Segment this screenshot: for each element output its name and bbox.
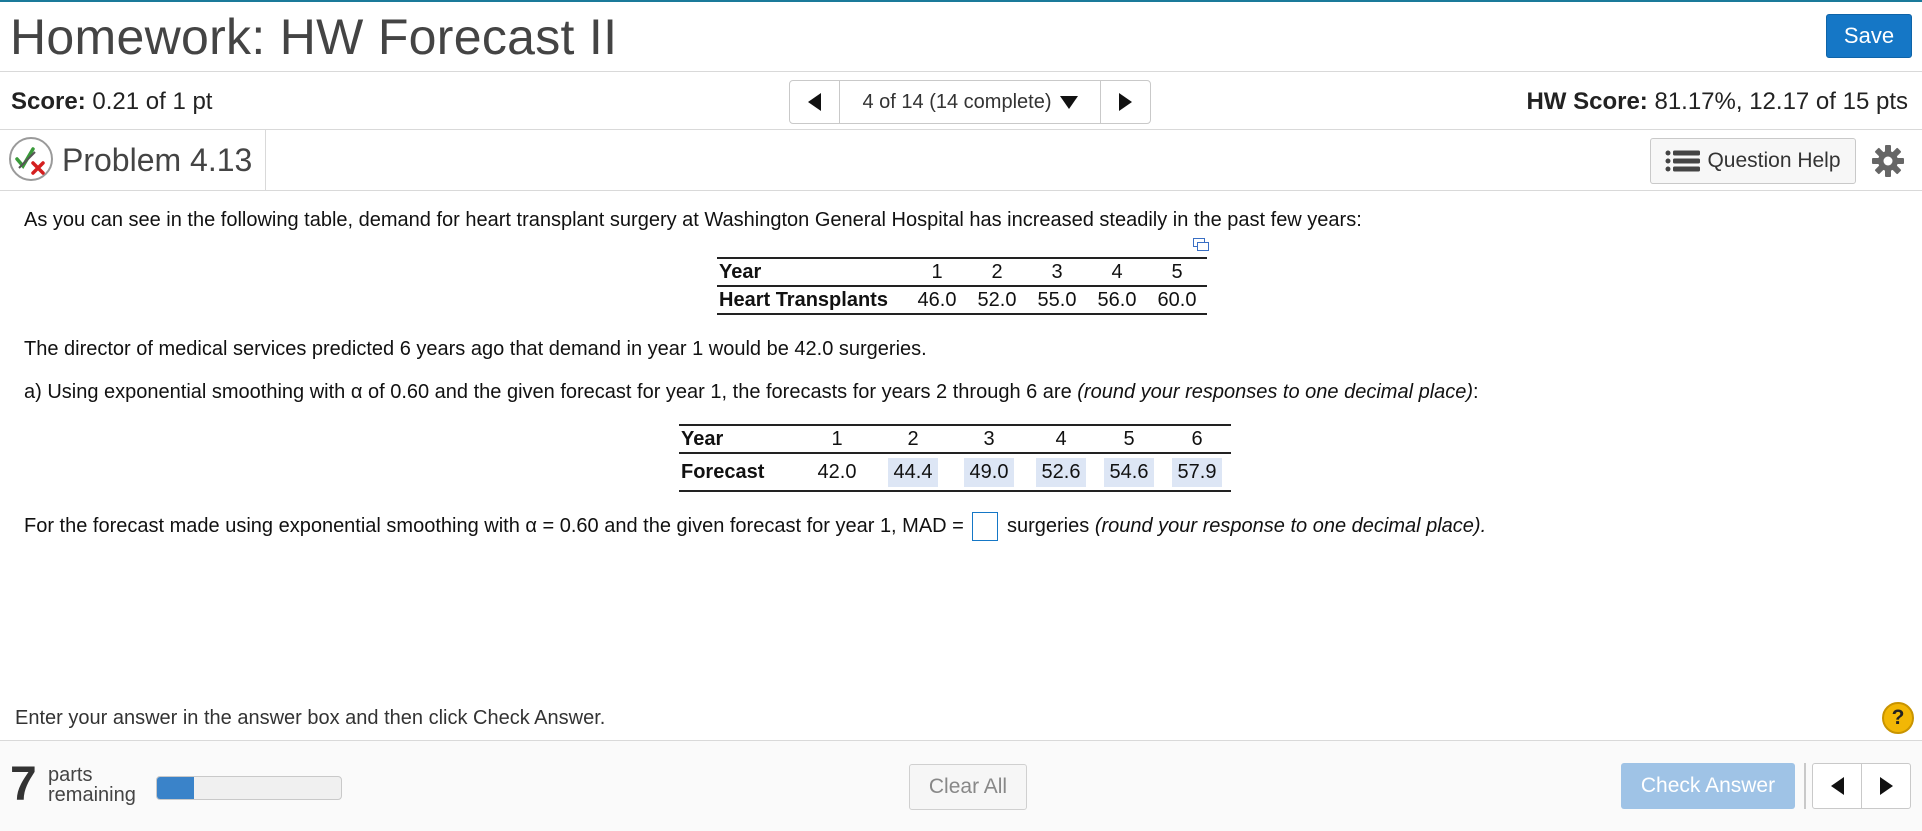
transplant-cell: 52.0 bbox=[977, 288, 1017, 311]
hw-score-value: 81.17%, 12.17 of 15 pts bbox=[1654, 88, 1908, 115]
table-header-year: Year bbox=[679, 425, 799, 453]
partial-credit-icon bbox=[9, 137, 53, 181]
footer-divider bbox=[1804, 763, 1806, 809]
table-row bbox=[717, 286, 1207, 314]
year-cell: 3 bbox=[951, 425, 1027, 453]
score-bar bbox=[0, 72, 1922, 130]
year-cell: 3 bbox=[1027, 258, 1087, 286]
intro-text: As you can see in the following table, demand for heart transplant surgery at Washington General Hospital has increased steadily in the past few years: bbox=[24, 209, 1362, 231]
year-cell: 5 bbox=[1095, 425, 1163, 453]
forecast-answer-cell[interactable] bbox=[875, 453, 951, 491]
question-help-label: Question Help bbox=[1707, 149, 1841, 172]
forecast-table bbox=[679, 424, 1231, 492]
triangle-right-icon bbox=[1880, 777, 1893, 795]
year-cell: 6 bbox=[1163, 425, 1231, 453]
year-cell: 1 bbox=[907, 258, 967, 286]
next-question-button[interactable] bbox=[1100, 81, 1150, 123]
instruction-text: Enter your answer in the answer box and then click Check Answer. bbox=[15, 707, 606, 729]
help-icon[interactable]: ? bbox=[1882, 702, 1914, 734]
question-navigator bbox=[789, 80, 1151, 124]
title-bar bbox=[0, 2, 1922, 72]
transplant-cell: 56.0 bbox=[1097, 288, 1137, 311]
hw-score-label: HW Score: bbox=[1526, 88, 1648, 115]
answered-value: 52.6 bbox=[1036, 458, 1087, 487]
progress-fill bbox=[157, 777, 194, 799]
list-icon bbox=[1665, 150, 1701, 172]
answered-value: 57.9 bbox=[1172, 458, 1223, 487]
page-title: Homework: HW Forecast II bbox=[10, 9, 618, 65]
footer-bar bbox=[0, 740, 1922, 831]
mad-prefix: For the forecast made using exponential smoothing with α = 0.60 and the given forecast for year 1, MAD = bbox=[24, 514, 964, 537]
director-text: The director of medical services predicted 6 years ago that demand in year 1 would be 42.0 surgeries. bbox=[24, 338, 927, 360]
mad-suffix: surgeries bbox=[1006, 514, 1090, 537]
question-select-text: 4 of 14 (14 complete) bbox=[862, 90, 1052, 113]
forecast-answer-cell[interactable] bbox=[1163, 453, 1231, 491]
forecast-given-cell: 42.0 bbox=[817, 460, 857, 483]
table-header-year: Year bbox=[717, 258, 907, 286]
table-row bbox=[717, 258, 1207, 286]
save-button[interactable]: Save bbox=[1826, 14, 1912, 58]
part-a-rounding-note: (round your responses to one decimal place) bbox=[1077, 381, 1474, 403]
parts-progress-bar bbox=[156, 776, 342, 800]
clear-all-button[interactable]: Clear All bbox=[909, 764, 1027, 810]
forecast-answer-cell[interactable] bbox=[951, 453, 1027, 491]
question-help-button[interactable] bbox=[1650, 138, 1856, 184]
triangle-right-icon bbox=[1119, 93, 1132, 111]
answered-value: 44.4 bbox=[888, 458, 939, 487]
parts-remaining-count: 7 bbox=[10, 758, 37, 811]
previous-question-button[interactable] bbox=[790, 81, 840, 123]
forecast-answer-cell[interactable] bbox=[1095, 453, 1163, 491]
mad-answer-input[interactable] bbox=[972, 512, 998, 541]
mad-question bbox=[24, 512, 1486, 541]
table-header-forecast: Forecast bbox=[681, 460, 765, 483]
year-cell: 2 bbox=[875, 425, 951, 453]
parts-remaining-label bbox=[48, 765, 148, 805]
year-cell: 1 bbox=[799, 425, 875, 453]
year-cell: 5 bbox=[1147, 258, 1207, 286]
part-a-text bbox=[24, 381, 1479, 404]
hw-score bbox=[1526, 88, 1908, 116]
answered-value: 49.0 bbox=[964, 458, 1015, 487]
score-value: 0.21 of 1 pt bbox=[92, 88, 213, 115]
footer-next-button[interactable] bbox=[1861, 763, 1911, 809]
table-header-transplants: Heart Transplants bbox=[719, 288, 888, 311]
triangle-left-icon bbox=[808, 93, 821, 111]
question-select-dropdown[interactable] bbox=[840, 81, 1100, 123]
transplant-cell: 46.0 bbox=[917, 288, 957, 311]
forecast-answer-cell[interactable] bbox=[1027, 453, 1095, 491]
footer-previous-button[interactable] bbox=[1812, 763, 1862, 809]
mad-rounding-note: (round your response to one decimal place). bbox=[1094, 514, 1487, 537]
parts-label-line1: parts bbox=[48, 764, 93, 786]
transplant-cell: 60.0 bbox=[1157, 288, 1197, 311]
problem-bar bbox=[0, 130, 1922, 191]
score-label: Score: bbox=[11, 88, 86, 115]
problem-title: Problem 4.13 bbox=[62, 142, 253, 178]
problem-divider bbox=[265, 130, 266, 190]
part-a-prefix: a) Using exponential smoothing with α of 0.60 and the given forecast for year 1, the forecasts for years 2 through 6 are bbox=[24, 381, 1078, 403]
score bbox=[11, 88, 212, 116]
triangle-left-icon bbox=[1831, 777, 1844, 795]
table-row bbox=[679, 453, 1231, 491]
popout-icon[interactable] bbox=[1193, 238, 1209, 251]
heart-transplants-table bbox=[717, 257, 1207, 315]
gear-icon[interactable] bbox=[1871, 144, 1905, 178]
part-a-suffix: : bbox=[1473, 381, 1479, 403]
parts-label-line2: remaining bbox=[48, 784, 136, 806]
year-cell: 2 bbox=[967, 258, 1027, 286]
transplant-cell: 55.0 bbox=[1037, 288, 1077, 311]
year-cell: 4 bbox=[1027, 425, 1095, 453]
answered-value: 54.6 bbox=[1104, 458, 1155, 487]
caret-down-icon bbox=[1060, 96, 1078, 109]
check-answer-button[interactable]: Check Answer bbox=[1621, 763, 1795, 809]
year-cell: 4 bbox=[1087, 258, 1147, 286]
table-row bbox=[679, 425, 1231, 453]
